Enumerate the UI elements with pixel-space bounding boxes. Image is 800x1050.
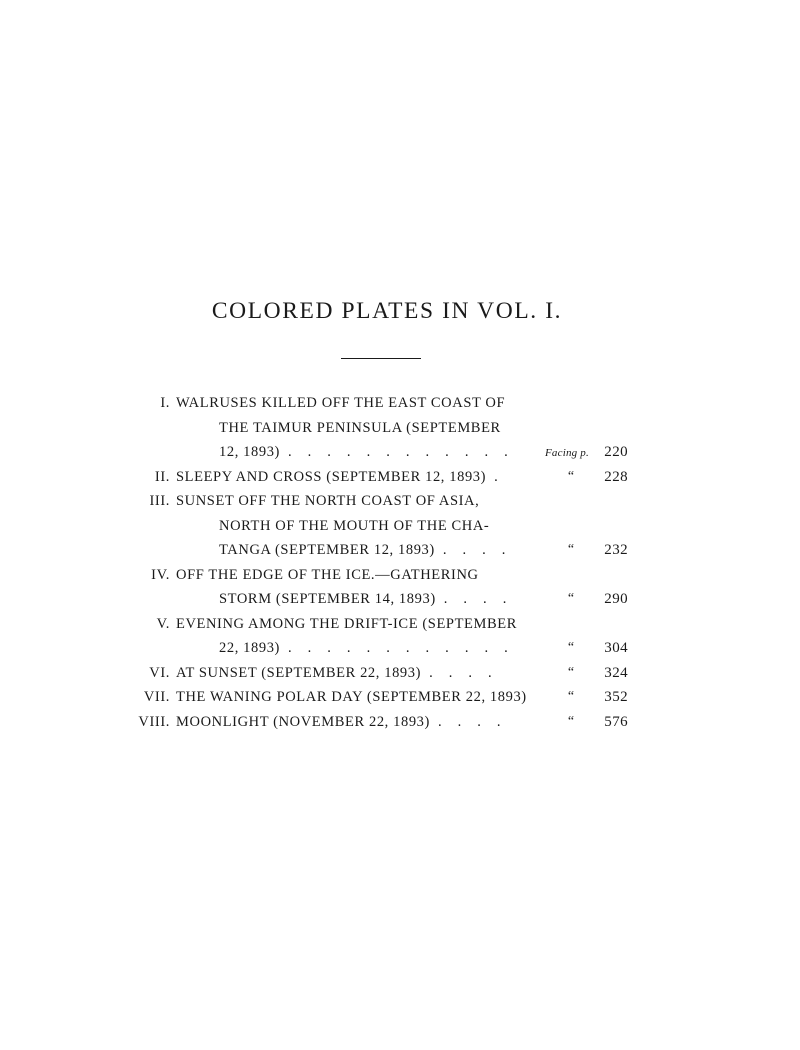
dot-leader: . . . . <box>437 713 507 730</box>
plate-numeral: VII. <box>143 689 170 705</box>
plate-numeral: III. <box>149 493 170 509</box>
dot-leader: . . . . . . . . . . . . <box>287 444 514 460</box>
page-number: 324 <box>604 664 628 681</box>
plate-title-text: THE TAIMUR PENINSULA (SEPTEMBER <box>219 419 501 436</box>
plate-title-line <box>219 639 514 657</box>
page-number: 228 <box>604 468 628 485</box>
page-number: 304 <box>604 640 628 656</box>
plate-title-text: SUNSET OFF THE NORTH COAST OF ASIA, <box>176 493 480 509</box>
plate-numeral: V. <box>156 615 170 632</box>
plate-title-line <box>176 713 507 731</box>
plate-title-text: OFF THE EDGE OF THE ICE.—GATHERING <box>176 566 479 583</box>
plate-numeral: II. <box>154 468 170 485</box>
plate-title-text: MOONLIGHT (NOVEMBER 22, 1893) <box>176 713 430 730</box>
plate-numeral: VIII. <box>138 713 170 730</box>
dot-leader: . . . . . . . . . . . . <box>287 640 514 656</box>
plate-title-line <box>176 394 505 412</box>
page-number: 352 <box>604 689 628 705</box>
plate-title-text: WALRUSES KILLED OFF THE EAST COAST OF <box>176 395 506 411</box>
title-rule <box>341 358 421 359</box>
plate-title-line <box>219 590 513 608</box>
page-number: 232 <box>604 542 628 558</box>
ditto-mark: “ <box>567 689 575 704</box>
plate-title-line <box>176 492 479 510</box>
plate-title-text: STORM (SEPTEMBER 14, 1893) <box>219 591 436 607</box>
plate-title-text: NORTH OF THE MOUTH OF THE CHA- <box>219 517 490 534</box>
plate-title-text: 12, 1893) <box>219 444 280 460</box>
plate-title-text: TANGA (SEPTEMBER 12, 1893) <box>219 542 435 558</box>
dot-leader: . . . . <box>442 542 512 558</box>
ditto-mark: “ <box>567 664 575 680</box>
plate-numeral: VI. <box>149 664 170 681</box>
plate-title-line <box>176 615 517 633</box>
ditto-mark: “ <box>567 542 575 557</box>
ditto-mark: “ <box>567 713 575 729</box>
plate-title-line <box>219 517 489 535</box>
facing-page-label: Facing p. <box>545 447 589 459</box>
dot-leader: . <box>494 468 504 485</box>
plate-title-line <box>219 541 512 559</box>
plate-title-text: THE WANING POLAR DAY (SEPTEMBER 22, 1893) <box>176 689 527 705</box>
plate-title-line <box>219 419 501 437</box>
page-number: 576 <box>604 713 628 730</box>
ditto-mark: “ <box>567 591 575 606</box>
plate-title-text: AT SUNSET (SEPTEMBER 22, 1893) <box>176 664 422 681</box>
plate-title-line <box>219 443 514 461</box>
ditto-mark: “ <box>567 640 575 655</box>
page-number: 220 <box>604 444 628 460</box>
page-title: COLORED PLATES IN VOL. I. <box>211 298 563 324</box>
plate-numeral: IV. <box>151 566 170 583</box>
plate-title-text: EVENING AMONG THE DRIFT-ICE (SEPTEMBER <box>176 615 517 632</box>
plate-title-text: SLEEPY AND CROSS (SEPTEMBER 12, 1893) <box>176 468 487 485</box>
plate-numeral: I. <box>160 395 170 411</box>
dot-leader: . . . . <box>443 591 513 607</box>
dot-leader: . . . . <box>429 664 498 681</box>
plate-title-line <box>176 688 527 706</box>
ditto-mark: “ <box>567 468 575 484</box>
page-number: 290 <box>604 591 628 607</box>
plate-title-line <box>176 664 498 682</box>
plate-title-text: 22, 1893) <box>219 640 280 656</box>
plate-title-line <box>176 566 479 584</box>
plate-title-line <box>176 468 504 486</box>
